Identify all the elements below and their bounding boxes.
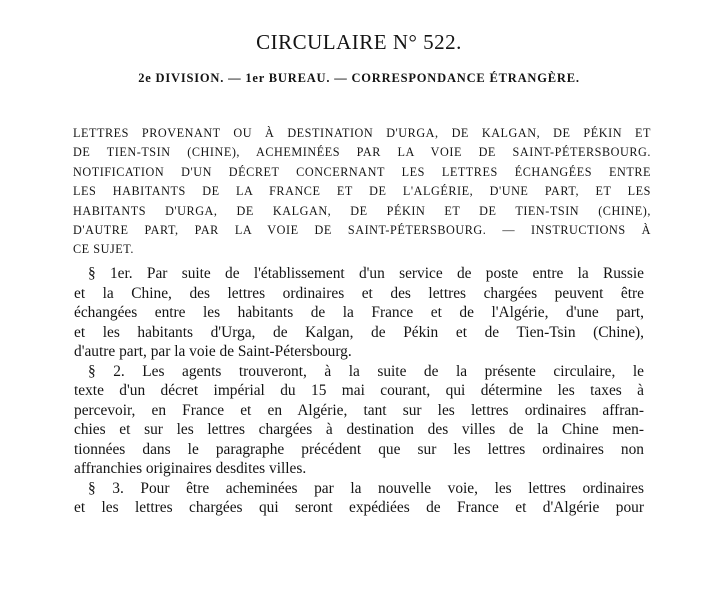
- summary-line: LES HABITANTS DE LA FRANCE ET DE L'ALGÉRIE, D'UNE PART, ET LES: [73, 184, 651, 199]
- paragraph-line: percevoir, en France et en Algérie, tant sur les lettres ordinaires affran-: [74, 401, 644, 419]
- paragraph-3: [74, 479, 644, 518]
- paragraph-line: chies et sur les lettres chargées à destination des villes de la Chine men-: [74, 421, 644, 438]
- paragraph-1: [74, 264, 644, 362]
- summary-line: NOTIFICATION D'UN DÉCRET CONCERNANT LES LETTRES ÉCHANGÉES ENTRE: [73, 164, 651, 179]
- paragraph-line: tionnées dans le paragraphe précédent que sur les lettres ordinaires non: [74, 440, 644, 458]
- paragraph-line: § 1er. Par suite de l'établissement d'un service de poste entre la Russie: [88, 265, 644, 282]
- paragraph-line: et les lettres chargées qui seront expédiées de France et d'Algérie pour: [74, 499, 644, 516]
- summary-line: LETTRES PROVENANT OU À DESTINATION D'URGA, DE KALGAN, DE PÉKIN ET: [73, 126, 651, 140]
- paragraph-line: § 2. Les agents trouveront, à la suite de la présente circulaire, le: [88, 362, 644, 380]
- paragraph-line: § 3. Pour être acheminées par la nouvelle voie, les lettres ordinaires: [88, 479, 644, 497]
- summary-line: HABITANTS D'URGA, DE KALGAN, DE PÉKIN ET DE TIEN-TSIN (CHINE),: [73, 203, 651, 218]
- paragraph-line: affranchies originaires desdites villes.: [74, 460, 307, 477]
- circular-summary: [73, 124, 651, 260]
- paragraph-line: texte d'un décret impérial du 15 mai courant, qui détermine les taxes à: [74, 382, 644, 399]
- summary-line: CE SUJET.: [73, 242, 134, 257]
- paragraph-line: et la Chine, des lettres ordinaires et des lettres chargées peuvent être: [74, 284, 644, 302]
- summary-line: DE TIEN-TSIN (CHINE), ACHEMINÉES PAR LA VOIE DE SAINT-PÉTERSBOURG.: [73, 145, 651, 160]
- circular-title: CIRCULAIRE N° 522.: [256, 30, 462, 54]
- summary-line: D'AUTRE PART, PAR LA VOIE DE SAINT-PÉTERSBOURG. — INSTRUCTIONS À: [73, 223, 651, 238]
- paragraph-line: échangées entre les habitants de la France et de l'Algérie, d'une part,: [74, 304, 644, 321]
- division-heading: 2e DIVISION. — 1er BUREAU. — CORRESPONDANCE ÉTRANGÈRE.: [138, 71, 580, 85]
- paragraph-line: et les habitants d'Urga, de Kalgan, de Pékin et de Tien-Tsin (Chine),: [74, 323, 644, 341]
- paragraph-line: d'autre part, par la voie de Saint-Pétersbourg.: [74, 343, 352, 360]
- paragraph-2: [74, 362, 644, 479]
- circular-body: [74, 264, 644, 518]
